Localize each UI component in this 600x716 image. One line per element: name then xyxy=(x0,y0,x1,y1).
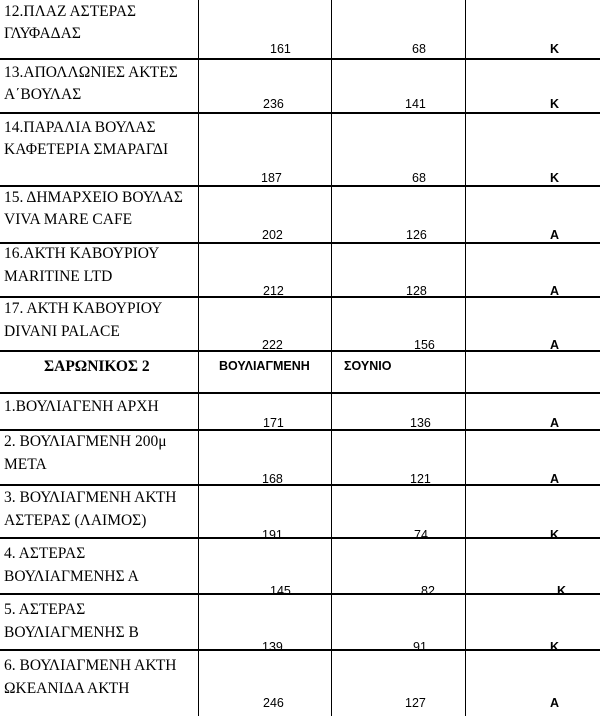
quality-grade: Κ xyxy=(550,640,560,654)
sounio-value: 136 xyxy=(410,416,431,430)
sounio-value: 156 xyxy=(414,338,435,352)
vouliagmeni-value: 212 xyxy=(263,284,284,298)
column-header-vouliagmeni: ΒΟΥΛΙΑΓΜΕΝΗ xyxy=(219,359,310,373)
sounio-value: 74 xyxy=(414,528,428,542)
station-name-line2: ΩΚΕΑΝΙΔΑ ΑΚΤΗ xyxy=(4,680,130,697)
column-divider xyxy=(198,0,199,716)
sounio-value: 121 xyxy=(410,472,431,486)
station-name-line2: ΑΣΤΕΡΑΣ (ΛΑΙΜΟΣ) xyxy=(4,512,147,529)
station-name-line1: 12.ΠΛΑΖ ΑΣΤΕΡΑΣ xyxy=(4,3,137,20)
quality-grade: Α xyxy=(550,338,560,352)
row-divider xyxy=(0,392,600,394)
station-name-line2: ΒΟΥΛΙΑΓΜΕΝΗΣ Α xyxy=(4,568,139,585)
sounio-value: 141 xyxy=(405,97,426,111)
sounio-value: 126 xyxy=(406,228,427,242)
station-name-line2: ΓΛΥΦΑΔΑΣ xyxy=(4,25,81,42)
station-name-line1: 3. ΒΟΥΛΙΑΓΜΕΝΗ ΑΚΤΗ xyxy=(4,489,177,506)
station-name-line1: 17. ΑΚΤΗ ΚΑΒΟΥΡΙΟΥ xyxy=(4,300,163,317)
sounio-value: 128 xyxy=(406,284,427,298)
column-divider xyxy=(331,0,332,716)
quality-grade: Α xyxy=(550,472,560,486)
column-divider xyxy=(465,0,466,716)
section-title: ΣΑΡΩΝΙΚΟΣ 2 xyxy=(44,358,150,375)
vouliagmeni-value: 222 xyxy=(262,338,283,352)
sounio-value: 82 xyxy=(421,584,435,598)
vouliagmeni-value: 236 xyxy=(263,97,284,111)
station-name-line2: Α΄ΒΟΥΛΑΣ xyxy=(4,86,82,103)
quality-grade: Κ xyxy=(550,528,560,542)
station-name-line2: DIVANI PALACE xyxy=(4,323,120,340)
sounio-value: 68 xyxy=(412,42,426,56)
quality-grade: Α xyxy=(550,696,560,710)
row-divider xyxy=(0,649,600,651)
station-name-line1: 5. ΑΣΤΕΡΑΣ xyxy=(4,601,86,618)
vouliagmeni-value: 145 xyxy=(270,584,291,598)
station-name-line1: 6. ΒΟΥΛΙΑΓΜΕΝΗ ΑΚΤΗ xyxy=(4,657,177,674)
station-name-line1: 1.ΒΟΥΛΙΑΓΕΝΗ ΑΡΧΗ xyxy=(4,398,159,415)
vouliagmeni-value: 161 xyxy=(270,42,291,56)
quality-grade: Α xyxy=(550,284,560,298)
column-header-sounio: ΣΟΥΝΙΟ xyxy=(344,359,392,373)
station-name-line2: ΜΕΤΑ xyxy=(4,456,47,473)
quality-grade: Κ xyxy=(550,171,560,185)
station-name-line1: 14.ΠΑΡΑΛΙΑ ΒΟΥΛΑΣ xyxy=(4,119,156,136)
row-divider xyxy=(0,537,600,539)
row-divider xyxy=(0,350,600,352)
station-name-line1: 13.ΑΠΟΛΛΩΝΙΕΣ ΑΚΤΕΣ xyxy=(4,64,178,81)
station-name-line1: 16.ΑΚΤΗ ΚΑΒΟΥΡΙΟΥ xyxy=(4,245,160,262)
vouliagmeni-value: 202 xyxy=(262,228,283,242)
vouliagmeni-value: 139 xyxy=(262,640,283,654)
quality-grade: Α xyxy=(550,416,560,430)
quality-grade: Κ xyxy=(550,97,560,111)
quality-grade: Κ xyxy=(550,42,560,56)
sounio-value: 91 xyxy=(413,640,427,654)
vouliagmeni-value: 168 xyxy=(262,472,283,486)
quality-grade: Κ xyxy=(557,584,567,598)
station-name-line1: 15. ΔΗΜΑΡΧΕΙΟ ΒΟΥΛΑΣ xyxy=(4,189,183,206)
station-name-line2: ΒΟΥΛΙΑΓΜΕΝΗΣ Β xyxy=(4,624,139,641)
row-divider xyxy=(0,593,600,595)
vouliagmeni-value: 171 xyxy=(263,416,284,430)
station-name-line2: MARITINE LTD xyxy=(4,268,113,285)
sounio-value: 68 xyxy=(412,171,426,185)
vouliagmeni-value: 187 xyxy=(261,171,282,185)
sounio-value: 127 xyxy=(405,696,426,710)
station-name-line1: 4. ΑΣΤΕΡΑΣ xyxy=(4,545,86,562)
station-name-line2: VIVA MARE CAFE xyxy=(4,211,133,228)
vouliagmeni-value: 246 xyxy=(263,696,284,710)
station-name-line2: ΚΑΦΕΤΕΡΙΑ ΣΜΑΡΑΓΔΙ xyxy=(4,141,169,158)
vouliagmeni-value: 191 xyxy=(262,528,283,542)
row-divider xyxy=(0,112,600,114)
row-divider xyxy=(0,58,600,60)
quality-grade: Α xyxy=(550,228,560,242)
station-name-line1: 2. ΒΟΥΛΙΑΓΜΕΝΗ 200μ xyxy=(4,433,167,450)
